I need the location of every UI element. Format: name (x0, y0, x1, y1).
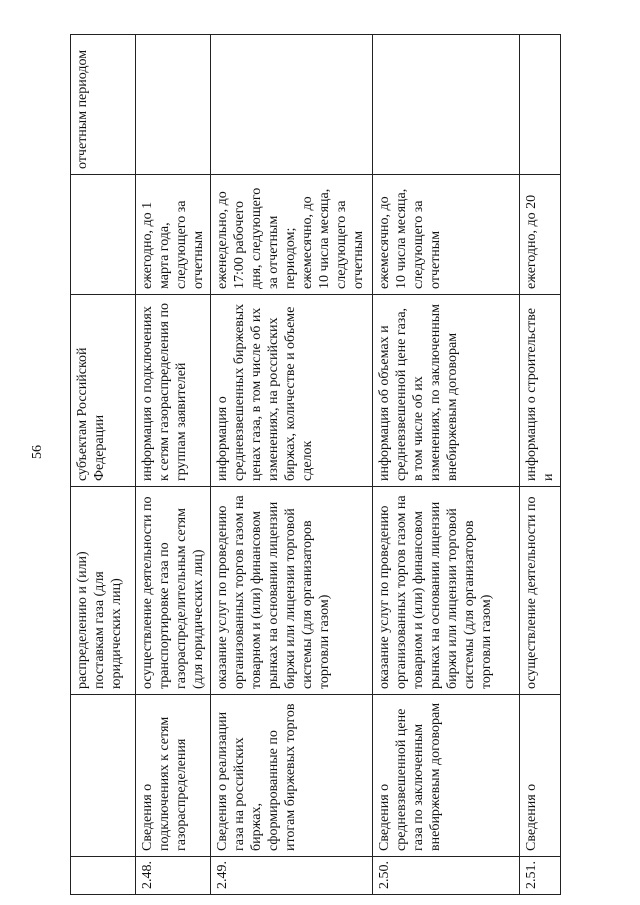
cell-number: 2.48. (136, 857, 211, 895)
cell-activity: распределению и (или) поставкам газа (для юридических лиц) (71, 487, 136, 695)
cell-name: Сведения о (520, 695, 561, 857)
cell-number: 2.51. (520, 857, 561, 895)
cell-empty (520, 35, 561, 175)
rotated-table-area (70, 35, 556, 895)
cell-activity: осуществление деятельности по (520, 487, 561, 695)
cell-number (71, 857, 136, 895)
cell-info: информация о средневзвешенных биржевых ценах газа, в том числе об их изменениях, на российских биржах, количестве и объеме сделок (211, 295, 373, 487)
table-row (373, 35, 520, 895)
table-row (136, 35, 211, 895)
cell-period: ежегодно, до 1 марта года, следующего за отчетным (136, 175, 211, 295)
cell-period: ежегодно, до 20 (520, 175, 561, 295)
cell-name: Сведения о реализации газа на российских биржах, сформированные по итогам биржевых торгов (211, 695, 373, 857)
cell-name: Сведения о средневзвешенной цене газа по заключенным внебиржевым договорам (373, 695, 520, 857)
cell-info: информация о строительстве и (520, 295, 561, 487)
cell-empty (211, 35, 373, 175)
cell-period: отчетным периодом (71, 35, 136, 175)
cell-activity: осуществление деятельности по транспортировке газа по газораспределительным сетям (для юридических лиц) (136, 487, 211, 695)
cell-name (71, 695, 136, 857)
cell-info: информация об объемах и средневзвешенной цене газа, в том числе об их изменениях, по заключенным внебиржевым договорам (373, 295, 520, 487)
cell-period: еженедельно, до 17:00 рабочего дня, следующего за отчетным периодом; ежемесячно, до 10 числа месяца, следующего за отчетным (211, 175, 373, 295)
cell-info: информация о подключениях к сетям газораспределения по группам заявителей (136, 295, 211, 487)
requirements-table (70, 34, 561, 895)
page-number: 56 (30, 445, 45, 459)
cell-number: 2.49. (211, 857, 373, 895)
table-row (520, 35, 561, 895)
table-row (211, 35, 373, 895)
cell-activity: оказание услуг по проведению организованных торгов газом на товарном и (или) финансовом рынках на основании лицензии биржи или лицензии торговой системы (для организаторов торговли газом) (373, 487, 520, 695)
cell-name: Сведения о подключениях к сетям газораспределения (136, 695, 211, 857)
cell-empty (373, 35, 520, 175)
cell-period: ежемесячно, до 10 числа месяца, следующего за отчетным (373, 175, 520, 295)
cell-recipient: субъектам Российской Федерации (71, 295, 136, 487)
cell-info (71, 175, 136, 295)
table-row-continuation (71, 35, 136, 895)
cell-activity: оказание услуг по проведению организованных торгов газом на товарном и (или) финансовом рынках на основании лицензии биржи или лицензии торговой системы (для организаторов торговли газом) (211, 487, 373, 695)
cell-number: 2.50. (373, 857, 520, 895)
cell-empty (136, 35, 211, 175)
